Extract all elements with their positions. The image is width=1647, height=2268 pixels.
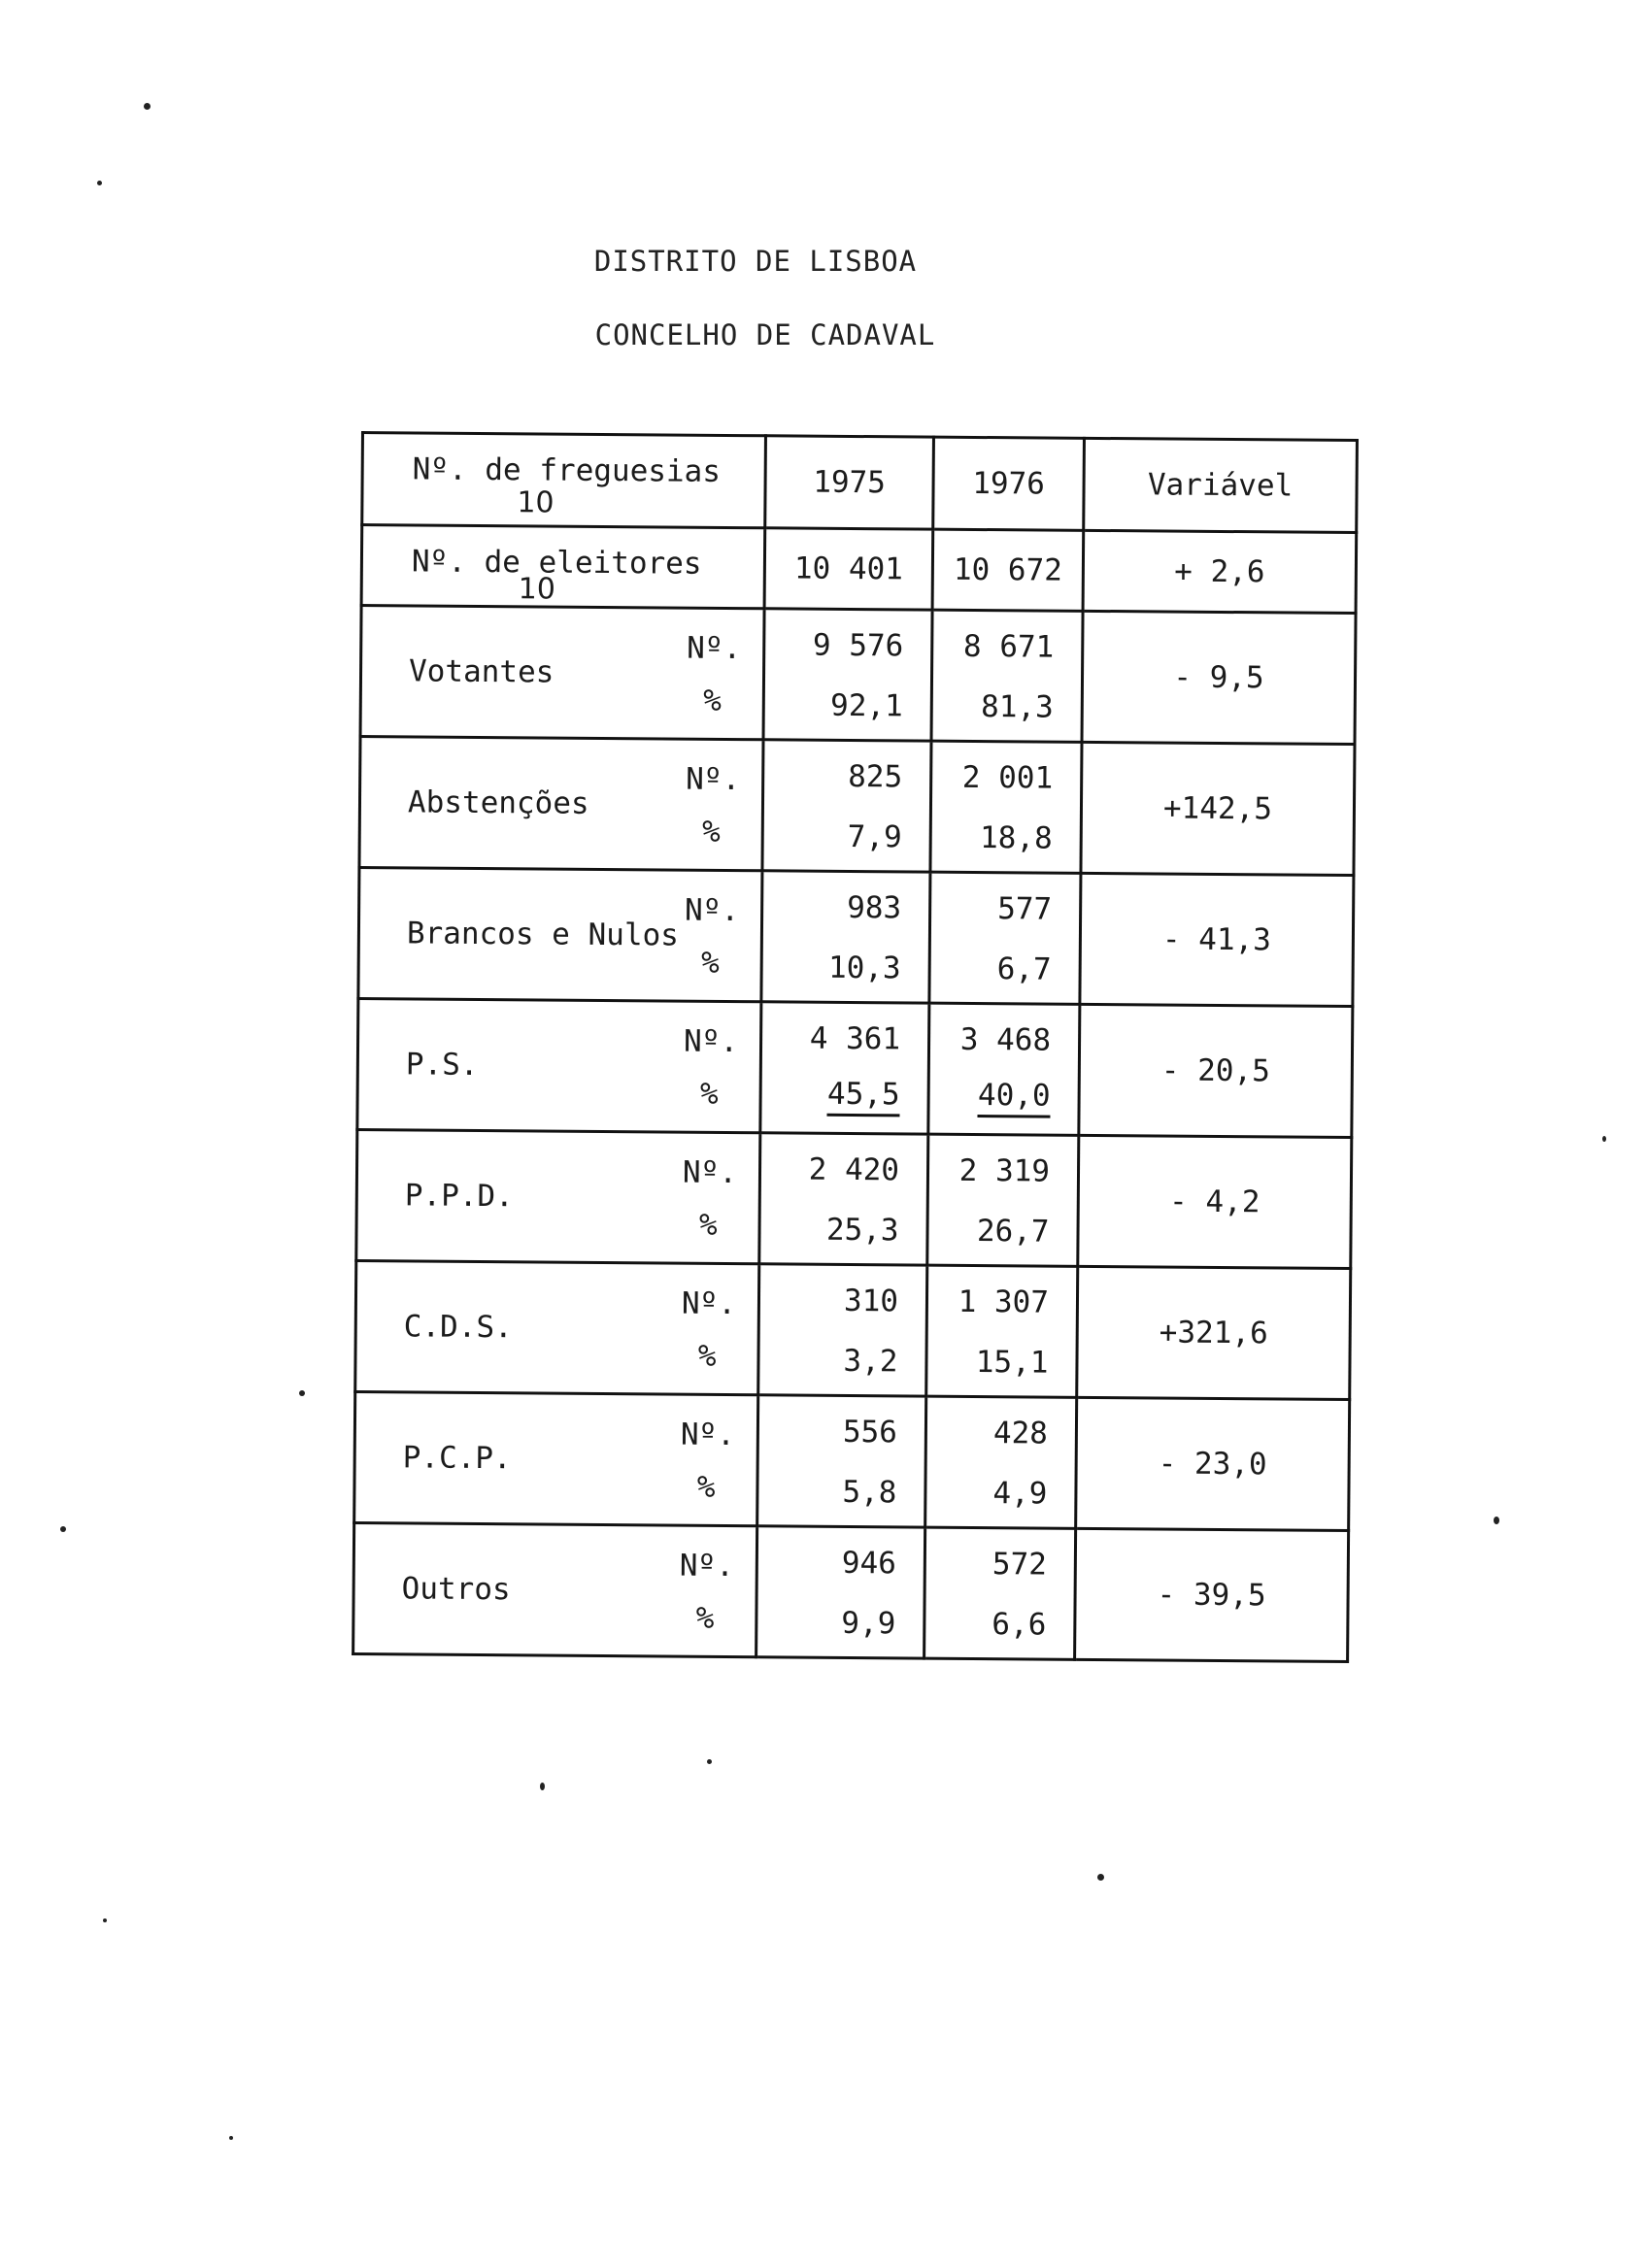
- electors-variation: + 2,6: [1083, 530, 1357, 613]
- row-label-cell: [358, 867, 762, 1001]
- percent-1976: 81,3: [980, 689, 1054, 725]
- district-heading: DISTRITO DE LISBOA: [593, 245, 918, 278]
- values-1976-cell: [927, 1134, 1079, 1266]
- values-1975-cell: [758, 1264, 927, 1396]
- count-1976: 8 671: [962, 628, 1055, 665]
- variation-cell: +321,6: [1077, 1266, 1351, 1399]
- row-label-cell: [359, 737, 763, 871]
- count-1976: 577: [997, 891, 1053, 927]
- count-unit: Nº.: [686, 761, 741, 798]
- electors-label-cell: [361, 525, 765, 609]
- count-1975: 310: [843, 1283, 899, 1319]
- percent-1975: 10,3: [827, 950, 901, 986]
- speck: [97, 181, 102, 185]
- values-1975-cell: [759, 1133, 928, 1265]
- values-1975-cell: [763, 609, 932, 741]
- speck: [540, 1783, 545, 1790]
- speck: [144, 103, 151, 110]
- variation-cell: - 41,3: [1080, 873, 1354, 1006]
- electors-label: Nº. de eleitores: [411, 544, 702, 582]
- variation-cell: - 39,5: [1075, 1528, 1349, 1661]
- election-results-table: [352, 431, 1359, 1663]
- count-unit: Nº.: [684, 892, 740, 929]
- values-1975-cell: [757, 1395, 926, 1527]
- row-label: P.C.P.: [402, 1440, 512, 1477]
- values-1976-cell: [928, 1003, 1080, 1135]
- values-1976-cell: [931, 610, 1083, 742]
- values-1975-cell: [756, 1526, 925, 1658]
- count-unit: Nº.: [683, 1023, 739, 1060]
- percent-1976: 4,9: [992, 1476, 1048, 1512]
- row-label-cell: [357, 998, 761, 1132]
- percent-1976: 6,7: [996, 951, 1052, 987]
- count-1975: 4 361: [809, 1020, 901, 1057]
- percent-1976: 18,8: [979, 820, 1053, 856]
- percent-unit: %: [699, 1076, 719, 1112]
- row-label-cell: [354, 1391, 758, 1525]
- variation-cell: - 23,0: [1076, 1397, 1350, 1530]
- row-label: Abstenções: [407, 784, 589, 821]
- percent-unit: %: [697, 1338, 717, 1374]
- result-row: [355, 1260, 1351, 1399]
- variation-cell: - 9,5: [1082, 611, 1356, 744]
- values-1976-cell: [930, 741, 1082, 873]
- year-1976-header: 1976: [933, 437, 1085, 530]
- percent-1976: 6,6: [992, 1607, 1047, 1643]
- row-label: P.S.: [405, 1047, 479, 1083]
- values-1976-cell: [925, 1396, 1077, 1528]
- row-label: C.D.S.: [403, 1309, 513, 1346]
- count-1975: 983: [847, 889, 902, 926]
- percent-1975: 25,3: [825, 1212, 899, 1249]
- count-1976: 3 468: [959, 1021, 1052, 1058]
- result-row: [354, 1391, 1350, 1530]
- count-1976: 2 001: [961, 759, 1054, 796]
- row-label: P.P.D.: [404, 1178, 514, 1215]
- result-row: [356, 1129, 1352, 1268]
- electors-row: [361, 525, 1357, 614]
- electors-1975: 10 401: [764, 528, 933, 610]
- variation-cell: - 4,2: [1078, 1135, 1352, 1268]
- count-unit: Nº.: [687, 630, 742, 667]
- speck: [103, 1918, 107, 1922]
- count-1975: 825: [848, 758, 903, 795]
- percent-1975: 7,9: [847, 818, 902, 855]
- row-label-cell: [360, 606, 764, 740]
- result-row: [359, 737, 1355, 876]
- variation-cell: - 20,5: [1079, 1004, 1353, 1137]
- year-1975-header: 1975: [765, 436, 934, 529]
- speck: [1494, 1517, 1499, 1524]
- count-unit: Nº.: [682, 1154, 738, 1191]
- row-label-cell: [356, 1129, 760, 1263]
- count-1975: 9 576: [812, 627, 904, 664]
- percent-1976: 26,7: [976, 1214, 1050, 1250]
- electors-1976: 10 672: [932, 529, 1084, 611]
- speck: [1097, 1874, 1104, 1881]
- percent-1975: 92,1: [829, 687, 903, 724]
- percent-1975: 5,8: [842, 1474, 897, 1511]
- values-1975-cell: [760, 1002, 929, 1134]
- municipality-heading: CONCELHO DE CADAVAL: [594, 318, 936, 351]
- count-unit: Nº.: [681, 1285, 737, 1322]
- percent-unit: %: [701, 814, 721, 850]
- count-unit: Nº.: [679, 1548, 734, 1584]
- row-label-cell: [355, 1260, 759, 1394]
- header-label-cell: [362, 433, 766, 528]
- count-1975: 2 420: [808, 1151, 900, 1188]
- percent-1975: 9,9: [841, 1605, 896, 1642]
- header-row: [362, 433, 1358, 533]
- values-1976-cell: [929, 872, 1081, 1004]
- percent-1975: 45,5: [827, 1077, 900, 1117]
- parish-count-handwritten: 10: [517, 485, 555, 520]
- values-1976-cell: [924, 1527, 1076, 1659]
- count-1975: 556: [842, 1414, 898, 1451]
- percent-unit: %: [696, 1469, 716, 1505]
- speck: [60, 1526, 66, 1532]
- speck: [229, 2136, 233, 2140]
- electors-handwritten: 10: [518, 572, 556, 607]
- result-row: [353, 1522, 1349, 1661]
- result-row: [357, 998, 1353, 1137]
- count-1976: 572: [992, 1547, 1047, 1583]
- variation-cell: +142,5: [1081, 742, 1355, 875]
- parish-count-label: Nº. de freguesias: [412, 451, 722, 489]
- count-1975: 946: [841, 1545, 896, 1582]
- values-1976-cell: [926, 1265, 1078, 1397]
- percent-1976: 40,0: [978, 1078, 1051, 1118]
- result-row: [358, 867, 1354, 1006]
- percent-unit: %: [703, 683, 722, 718]
- row-label-cell: [353, 1522, 757, 1656]
- row-label: Outros: [401, 1571, 511, 1608]
- result-row: [360, 606, 1356, 745]
- count-1976: 428: [992, 1416, 1049, 1451]
- count-unit: Nº.: [680, 1417, 736, 1453]
- speck: [299, 1390, 305, 1396]
- row-label: Brancos e Nulos: [406, 916, 680, 953]
- percent-1975: 3,2: [843, 1343, 898, 1380]
- count-1976: 2 319: [958, 1152, 1051, 1189]
- percent-unit: %: [698, 1207, 718, 1243]
- values-1975-cell: [761, 871, 930, 1003]
- percent-unit: %: [700, 945, 720, 981]
- speck: [1602, 1136, 1606, 1142]
- count-1976: 1 307: [958, 1284, 1050, 1320]
- row-label: Votantes: [408, 653, 555, 690]
- variation-header: Variável: [1084, 438, 1358, 532]
- percent-unit: %: [695, 1600, 715, 1636]
- percent-1976: 15,1: [975, 1345, 1049, 1381]
- speck: [707, 1759, 712, 1764]
- values-1975-cell: [762, 740, 931, 872]
